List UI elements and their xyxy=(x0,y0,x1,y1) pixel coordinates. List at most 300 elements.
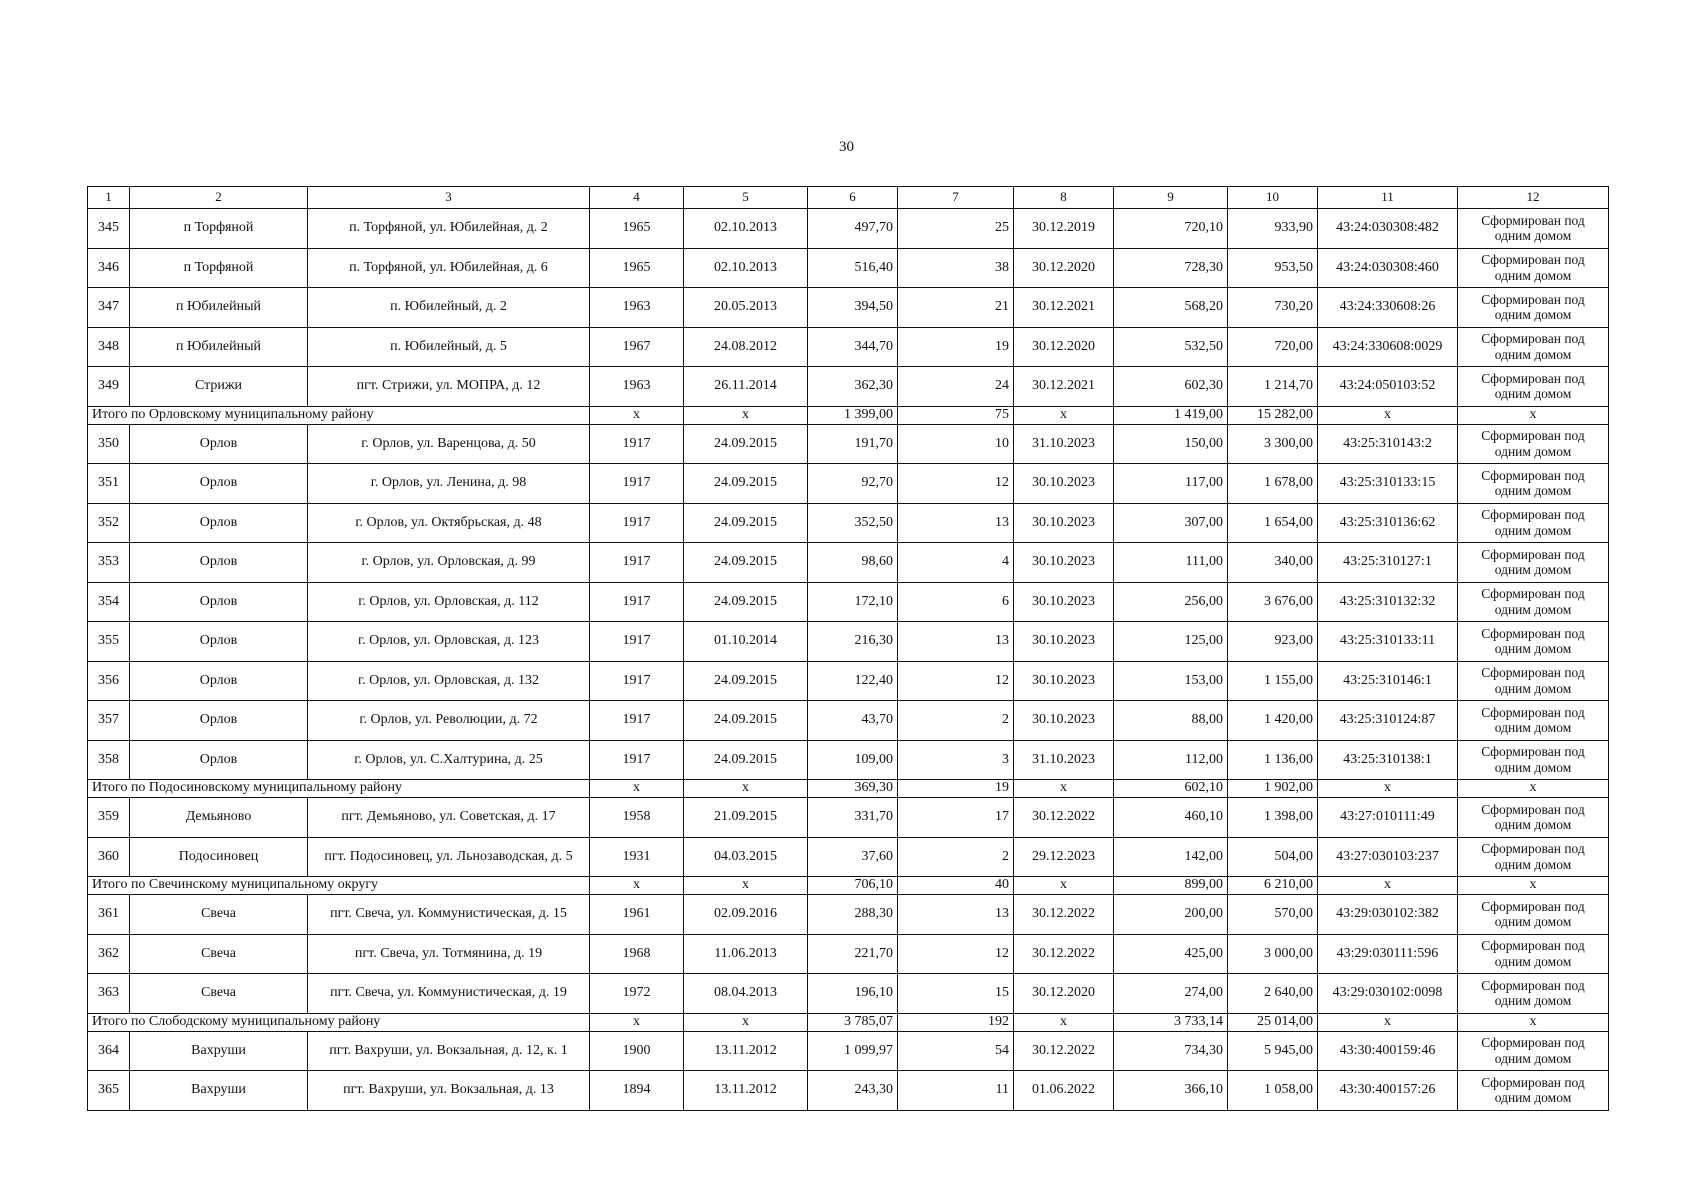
cell-col10: 504,00 xyxy=(1228,837,1318,877)
cell-year: 1917 xyxy=(590,740,684,780)
cell-row-number: 363 xyxy=(88,974,130,1014)
cell-people: 21 xyxy=(898,288,1014,328)
cell-date: 02.09.2016 xyxy=(684,895,808,935)
cell-cadastral: 43:25:310124:87 xyxy=(1318,701,1458,741)
cell-deadline: 30.12.2021 xyxy=(1014,367,1114,407)
cell-deadline: 30.12.2022 xyxy=(1014,895,1114,935)
cell-date: 26.11.2014 xyxy=(684,367,808,407)
cell-locality: Вахруши xyxy=(130,1031,308,1071)
cell-locality: п Торфяной xyxy=(130,248,308,288)
cell-area: 352,50 xyxy=(808,503,898,543)
cell-year: 1961 xyxy=(590,895,684,935)
cell-area: 37,60 xyxy=(808,837,898,877)
column-header: 3 xyxy=(308,187,590,209)
cell-deadline: 30.12.2022 xyxy=(1014,1031,1114,1071)
cell-address: г. Орлов, ул. Орловская, д. 112 xyxy=(308,582,590,622)
cell-deadline: x xyxy=(1014,780,1114,798)
cell-year: 1965 xyxy=(590,209,684,249)
cell-col9: 153,00 xyxy=(1114,661,1228,701)
cell-address: пгт. Свеча, ул. Коммунистическая, д. 19 xyxy=(308,974,590,1014)
subtotal-label: Итого по Свечинскому муниципальному округу xyxy=(88,877,590,895)
cell-col10: 1 678,00 xyxy=(1228,464,1318,504)
cell-deadline: 30.10.2023 xyxy=(1014,503,1114,543)
cell-people: 24 xyxy=(898,367,1014,407)
cell-people: 17 xyxy=(898,798,1014,838)
cell-col9: 256,00 xyxy=(1114,582,1228,622)
cell-year: 1917 xyxy=(590,543,684,583)
cell-date: 24.09.2015 xyxy=(684,582,808,622)
cell-locality: Орлов xyxy=(130,582,308,622)
table-row xyxy=(88,503,1609,543)
subtotal-row xyxy=(88,406,1609,424)
cell-people: 13 xyxy=(898,503,1014,543)
cell-date: x xyxy=(684,1013,808,1031)
cell-status: Сформирован под одним домом xyxy=(1458,661,1609,701)
cell-row-number: 353 xyxy=(88,543,130,583)
cell-status: Сформирован под одним домом xyxy=(1458,1071,1609,1111)
cell-col10: 1 398,00 xyxy=(1228,798,1318,838)
column-header: 5 xyxy=(684,187,808,209)
cell-col9: 112,00 xyxy=(1114,740,1228,780)
cell-col10: 1 155,00 xyxy=(1228,661,1318,701)
cell-col9: 734,30 xyxy=(1114,1031,1228,1071)
cell-locality: п Торфяной xyxy=(130,209,308,249)
table-row xyxy=(88,622,1609,662)
cell-status: Сформирован под одним домом xyxy=(1458,288,1609,328)
cell-status: Сформирован под одним домом xyxy=(1458,209,1609,249)
cell-col9: 460,10 xyxy=(1114,798,1228,838)
column-header: 8 xyxy=(1014,187,1114,209)
column-header: 10 xyxy=(1228,187,1318,209)
cell-deadline: x xyxy=(1014,1013,1114,1031)
cell-date: 21.09.2015 xyxy=(684,798,808,838)
column-header: 9 xyxy=(1114,187,1228,209)
cell-col10: 15 282,00 xyxy=(1228,406,1318,424)
cell-deadline: 31.10.2023 xyxy=(1014,740,1114,780)
cell-year: 1917 xyxy=(590,424,684,464)
cell-col10: 953,50 xyxy=(1228,248,1318,288)
cell-people: 12 xyxy=(898,661,1014,701)
cell-col9: 425,00 xyxy=(1114,934,1228,974)
cell-cadastral: 43:24:050103:52 xyxy=(1318,367,1458,407)
cell-cadastral: 43:29:030111:596 xyxy=(1318,934,1458,974)
cell-status: Сформирован под одним домом xyxy=(1458,701,1609,741)
cell-cadastral: x xyxy=(1318,780,1458,798)
cell-col9: 111,00 xyxy=(1114,543,1228,583)
cell-address: п. Юбилейный, д. 5 xyxy=(308,327,590,367)
cell-locality: Орлов xyxy=(130,622,308,662)
table-row xyxy=(88,327,1609,367)
table-row xyxy=(88,543,1609,583)
cell-people: 2 xyxy=(898,701,1014,741)
cell-people: 75 xyxy=(898,406,1014,424)
cell-address: г. Орлов, ул. Революции, д. 72 xyxy=(308,701,590,741)
cell-cadastral: 43:25:310133:15 xyxy=(1318,464,1458,504)
cell-address: г. Орлов, ул. Орловская, д. 99 xyxy=(308,543,590,583)
cell-year: 1963 xyxy=(590,367,684,407)
cell-deadline: x xyxy=(1014,406,1114,424)
cell-status: Сформирован под одним домом xyxy=(1458,248,1609,288)
cell-cadastral: 43:24:030308:460 xyxy=(1318,248,1458,288)
cell-area: 344,70 xyxy=(808,327,898,367)
cell-locality: Свеча xyxy=(130,934,308,974)
cell-people: 15 xyxy=(898,974,1014,1014)
subtotal-label: Итого по Подосиновскому муниципальному району xyxy=(88,780,590,798)
column-header: 4 xyxy=(590,187,684,209)
cell-area: 516,40 xyxy=(808,248,898,288)
cell-address: пгт. Свеча, ул. Тотмянина, д. 19 xyxy=(308,934,590,974)
cell-people: 13 xyxy=(898,622,1014,662)
cell-locality: Орлов xyxy=(130,661,308,701)
cell-locality: Стрижи xyxy=(130,367,308,407)
cell-date: x xyxy=(684,406,808,424)
cell-cadastral: 43:30:400157:26 xyxy=(1318,1071,1458,1111)
cell-col9: 142,00 xyxy=(1114,837,1228,877)
cell-people: 3 xyxy=(898,740,1014,780)
cell-col10: 720,00 xyxy=(1228,327,1318,367)
cell-cadastral: 43:25:310132:32 xyxy=(1318,582,1458,622)
cell-cadastral: 43:24:330608:0029 xyxy=(1318,327,1458,367)
cell-col9: 602,30 xyxy=(1114,367,1228,407)
cell-col10: 3 300,00 xyxy=(1228,424,1318,464)
cell-area: 221,70 xyxy=(808,934,898,974)
cell-date: 08.04.2013 xyxy=(684,974,808,1014)
cell-col9: 3 733,14 xyxy=(1114,1013,1228,1031)
cell-col9: 200,00 xyxy=(1114,895,1228,935)
cell-area: 288,30 xyxy=(808,895,898,935)
cell-deadline: 31.10.2023 xyxy=(1014,424,1114,464)
cell-area: 191,70 xyxy=(808,424,898,464)
cell-people: 38 xyxy=(898,248,1014,288)
cell-col10: 1 058,00 xyxy=(1228,1071,1318,1111)
cell-col10: 5 945,00 xyxy=(1228,1031,1318,1071)
cell-people: 2 xyxy=(898,837,1014,877)
cell-people: 10 xyxy=(898,424,1014,464)
cell-cadastral: 43:25:310136:62 xyxy=(1318,503,1458,543)
cell-col10: 1 420,00 xyxy=(1228,701,1318,741)
column-header: 2 xyxy=(130,187,308,209)
cell-deadline: 30.12.2022 xyxy=(1014,798,1114,838)
cell-date: 02.10.2013 xyxy=(684,248,808,288)
cell-row-number: 360 xyxy=(88,837,130,877)
cell-area: 172,10 xyxy=(808,582,898,622)
cell-locality: Демьяново xyxy=(130,798,308,838)
cell-status: Сформирован под одним домом xyxy=(1458,543,1609,583)
cell-status: Сформирован под одним домом xyxy=(1458,424,1609,464)
cell-year: 1967 xyxy=(590,327,684,367)
cell-date: 01.10.2014 xyxy=(684,622,808,662)
table-row xyxy=(88,464,1609,504)
cell-area: 331,70 xyxy=(808,798,898,838)
table-row xyxy=(88,1071,1609,1111)
cell-cadastral: 43:24:030308:482 xyxy=(1318,209,1458,249)
table-body xyxy=(88,187,1609,1111)
cell-status: Сформирован под одним домом xyxy=(1458,974,1609,1014)
cell-address: г. Орлов, ул. С.Халтурина, д. 25 xyxy=(308,740,590,780)
column-header: 11 xyxy=(1318,187,1458,209)
cell-col9: 720,10 xyxy=(1114,209,1228,249)
cell-locality: Вахруши xyxy=(130,1071,308,1111)
cell-area: 109,00 xyxy=(808,740,898,780)
cell-area: 98,60 xyxy=(808,543,898,583)
cell-address: пгт. Вахруши, ул. Вокзальная, д. 12, к. 1 xyxy=(308,1031,590,1071)
table-row xyxy=(88,798,1609,838)
cell-deadline: 30.12.2020 xyxy=(1014,974,1114,1014)
cell-row-number: 354 xyxy=(88,582,130,622)
cell-year: x xyxy=(590,780,684,798)
cell-year: 1931 xyxy=(590,837,684,877)
cell-area: 243,30 xyxy=(808,1071,898,1111)
cell-date: x xyxy=(684,877,808,895)
cell-locality: п Юбилейный xyxy=(130,327,308,367)
column-header: 6 xyxy=(808,187,898,209)
cell-people: 4 xyxy=(898,543,1014,583)
cell-row-number: 346 xyxy=(88,248,130,288)
cell-cadastral: 43:25:310143:2 xyxy=(1318,424,1458,464)
cell-row-number: 364 xyxy=(88,1031,130,1071)
cell-date: 20.05.2013 xyxy=(684,288,808,328)
cell-col10: 1 902,00 xyxy=(1228,780,1318,798)
cell-cadastral: 43:24:330608:26 xyxy=(1318,288,1458,328)
cell-row-number: 356 xyxy=(88,661,130,701)
table-row xyxy=(88,248,1609,288)
cell-col9: 1 419,00 xyxy=(1114,406,1228,424)
cell-date: 24.09.2015 xyxy=(684,543,808,583)
cell-date: 24.09.2015 xyxy=(684,424,808,464)
subtotal-row xyxy=(88,780,1609,798)
cell-address: г. Орлов, ул. Орловская, д. 123 xyxy=(308,622,590,662)
cell-address: п. Юбилейный, д. 2 xyxy=(308,288,590,328)
cell-area: 92,70 xyxy=(808,464,898,504)
cell-status: x xyxy=(1458,406,1609,424)
cell-year: 1917 xyxy=(590,503,684,543)
table-row xyxy=(88,974,1609,1014)
cell-deadline: 30.10.2023 xyxy=(1014,661,1114,701)
subtotal-label: Итого по Слободскому муниципальному району xyxy=(88,1013,590,1031)
cell-address: г. Орлов, ул. Октябрьская, д. 48 xyxy=(308,503,590,543)
cell-status: x xyxy=(1458,877,1609,895)
cell-status: Сформирован под одним домом xyxy=(1458,740,1609,780)
cell-row-number: 357 xyxy=(88,701,130,741)
subtotal-row xyxy=(88,877,1609,895)
cell-status: Сформирован под одним домом xyxy=(1458,582,1609,622)
housing-registry-table xyxy=(87,186,1609,1111)
cell-year: 1917 xyxy=(590,582,684,622)
cell-date: 24.09.2015 xyxy=(684,464,808,504)
column-header: 12 xyxy=(1458,187,1609,209)
cell-year: 1968 xyxy=(590,934,684,974)
cell-deadline: x xyxy=(1014,877,1114,895)
cell-year: 1972 xyxy=(590,974,684,1014)
cell-people: 6 xyxy=(898,582,1014,622)
cell-col10: 25 014,00 xyxy=(1228,1013,1318,1031)
cell-area: 1 099,97 xyxy=(808,1031,898,1071)
cell-locality: Свеча xyxy=(130,895,308,935)
table-row xyxy=(88,661,1609,701)
cell-cadastral: x xyxy=(1318,877,1458,895)
cell-date: 11.06.2013 xyxy=(684,934,808,974)
cell-area: 216,30 xyxy=(808,622,898,662)
cell-col9: 150,00 xyxy=(1114,424,1228,464)
column-number-row xyxy=(88,187,1609,209)
cell-area: 394,50 xyxy=(808,288,898,328)
cell-year: 1894 xyxy=(590,1071,684,1111)
cell-col9: 125,00 xyxy=(1114,622,1228,662)
cell-address: г. Орлов, ул. Ленина, д. 98 xyxy=(308,464,590,504)
cell-status: Сформирован под одним домом xyxy=(1458,464,1609,504)
cell-status: Сформирован под одним домом xyxy=(1458,934,1609,974)
cell-deadline: 30.12.2021 xyxy=(1014,288,1114,328)
cell-row-number: 352 xyxy=(88,503,130,543)
cell-col9: 568,20 xyxy=(1114,288,1228,328)
cell-year: 1917 xyxy=(590,622,684,662)
table-row xyxy=(88,934,1609,974)
cell-locality: Орлов xyxy=(130,701,308,741)
cell-status: x xyxy=(1458,780,1609,798)
cell-col9: 307,00 xyxy=(1114,503,1228,543)
cell-status: Сформирован под одним домом xyxy=(1458,1031,1609,1071)
cell-col10: 923,00 xyxy=(1228,622,1318,662)
cell-area: 1 399,00 xyxy=(808,406,898,424)
cell-year: 1958 xyxy=(590,798,684,838)
cell-row-number: 358 xyxy=(88,740,130,780)
cell-row-number: 347 xyxy=(88,288,130,328)
cell-cadastral: 43:25:310138:1 xyxy=(1318,740,1458,780)
cell-col9: 366,10 xyxy=(1114,1071,1228,1111)
cell-people: 12 xyxy=(898,464,1014,504)
cell-date: 24.08.2012 xyxy=(684,327,808,367)
cell-locality: Орлов xyxy=(130,464,308,504)
cell-cadastral: x xyxy=(1318,406,1458,424)
cell-people: 25 xyxy=(898,209,1014,249)
cell-year: 1963 xyxy=(590,288,684,328)
cell-locality: Орлов xyxy=(130,543,308,583)
cell-cadastral: 43:25:310146:1 xyxy=(1318,661,1458,701)
cell-col9: 728,30 xyxy=(1114,248,1228,288)
cell-date: 24.09.2015 xyxy=(684,503,808,543)
cell-row-number: 351 xyxy=(88,464,130,504)
cell-area: 3 785,07 xyxy=(808,1013,898,1031)
cell-address: пгт. Вахруши, ул. Вокзальная, д. 13 xyxy=(308,1071,590,1111)
cell-address: пгт. Демьяново, ул. Советская, д. 17 xyxy=(308,798,590,838)
cell-col9: 899,00 xyxy=(1114,877,1228,895)
cell-deadline: 30.10.2023 xyxy=(1014,464,1114,504)
cell-people: 54 xyxy=(898,1031,1014,1071)
cell-deadline: 30.10.2023 xyxy=(1014,622,1114,662)
cell-deadline: 30.10.2023 xyxy=(1014,582,1114,622)
cell-status: Сформирован под одним домом xyxy=(1458,895,1609,935)
cell-col10: 730,20 xyxy=(1228,288,1318,328)
cell-status: Сформирован под одним домом xyxy=(1458,837,1609,877)
cell-deadline: 30.12.2020 xyxy=(1014,248,1114,288)
cell-area: 122,40 xyxy=(808,661,898,701)
column-header: 7 xyxy=(898,187,1014,209)
cell-locality: Подосиновец xyxy=(130,837,308,877)
table-row xyxy=(88,1031,1609,1071)
cell-row-number: 349 xyxy=(88,367,130,407)
cell-date: 24.09.2015 xyxy=(684,701,808,741)
cell-year: x xyxy=(590,1013,684,1031)
cell-col9: 274,00 xyxy=(1114,974,1228,1014)
cell-date: 04.03.2015 xyxy=(684,837,808,877)
cell-year: 1900 xyxy=(590,1031,684,1071)
cell-row-number: 355 xyxy=(88,622,130,662)
cell-date: 24.09.2015 xyxy=(684,740,808,780)
cell-address: г. Орлов, ул. Варенцова, д. 50 xyxy=(308,424,590,464)
cell-row-number: 345 xyxy=(88,209,130,249)
cell-date: 02.10.2013 xyxy=(684,209,808,249)
cell-status: Сформирован под одним домом xyxy=(1458,367,1609,407)
cell-locality: п Юбилейный xyxy=(130,288,308,328)
cell-col10: 2 640,00 xyxy=(1228,974,1318,1014)
cell-address: г. Орлов, ул. Орловская, д. 132 xyxy=(308,661,590,701)
cell-deadline: 29.12.2023 xyxy=(1014,837,1114,877)
cell-locality: Орлов xyxy=(130,424,308,464)
cell-col10: 933,90 xyxy=(1228,209,1318,249)
cell-row-number: 362 xyxy=(88,934,130,974)
cell-cadastral: 43:29:030102:0098 xyxy=(1318,974,1458,1014)
column-header: 1 xyxy=(88,187,130,209)
table-row xyxy=(88,582,1609,622)
cell-people: 192 xyxy=(898,1013,1014,1031)
table-row xyxy=(88,288,1609,328)
cell-year: x xyxy=(590,406,684,424)
table-row xyxy=(88,424,1609,464)
cell-cadastral: 43:27:030103:237 xyxy=(1318,837,1458,877)
cell-col10: 1 654,00 xyxy=(1228,503,1318,543)
table-row xyxy=(88,895,1609,935)
cell-year: x xyxy=(590,877,684,895)
cell-cadastral: 43:25:310133:11 xyxy=(1318,622,1458,662)
cell-deadline: 30.10.2023 xyxy=(1014,543,1114,583)
cell-people: 12 xyxy=(898,934,1014,974)
cell-cadastral: 43:30:400159:46 xyxy=(1318,1031,1458,1071)
cell-area: 369,30 xyxy=(808,780,898,798)
cell-deadline: 30.12.2022 xyxy=(1014,934,1114,974)
cell-col10: 340,00 xyxy=(1228,543,1318,583)
cell-row-number: 361 xyxy=(88,895,130,935)
cell-address: пгт. Свеча, ул. Коммунистическая, д. 15 xyxy=(308,895,590,935)
cell-col10: 1 136,00 xyxy=(1228,740,1318,780)
table-row xyxy=(88,701,1609,741)
table-row xyxy=(88,209,1609,249)
table-row xyxy=(88,740,1609,780)
cell-deadline: 30.12.2020 xyxy=(1014,327,1114,367)
cell-year: 1917 xyxy=(590,661,684,701)
cell-people: 19 xyxy=(898,780,1014,798)
page-number: 30 xyxy=(839,139,854,155)
cell-locality: Орлов xyxy=(130,740,308,780)
cell-date: 13.11.2012 xyxy=(684,1071,808,1111)
cell-row-number: 359 xyxy=(88,798,130,838)
cell-deadline: 30.10.2023 xyxy=(1014,701,1114,741)
subtotal-label: Итого по Орловскому муниципальному району xyxy=(88,406,590,424)
cell-col9: 88,00 xyxy=(1114,701,1228,741)
cell-address: пгт. Стрижи, ул. МОПРА, д. 12 xyxy=(308,367,590,407)
cell-people: 13 xyxy=(898,895,1014,935)
cell-address: п. Торфяной, ул. Юбилейная, д. 6 xyxy=(308,248,590,288)
cell-area: 706,10 xyxy=(808,877,898,895)
cell-col10: 570,00 xyxy=(1228,895,1318,935)
cell-date: 24.09.2015 xyxy=(684,661,808,701)
cell-cadastral: x xyxy=(1318,1013,1458,1031)
cell-date: 13.11.2012 xyxy=(684,1031,808,1071)
cell-area: 196,10 xyxy=(808,974,898,1014)
cell-cadastral: 43:25:310127:1 xyxy=(1318,543,1458,583)
table-row xyxy=(88,367,1609,407)
cell-date: x xyxy=(684,780,808,798)
cell-address: п. Торфяной, ул. Юбилейная, д. 2 xyxy=(308,209,590,249)
